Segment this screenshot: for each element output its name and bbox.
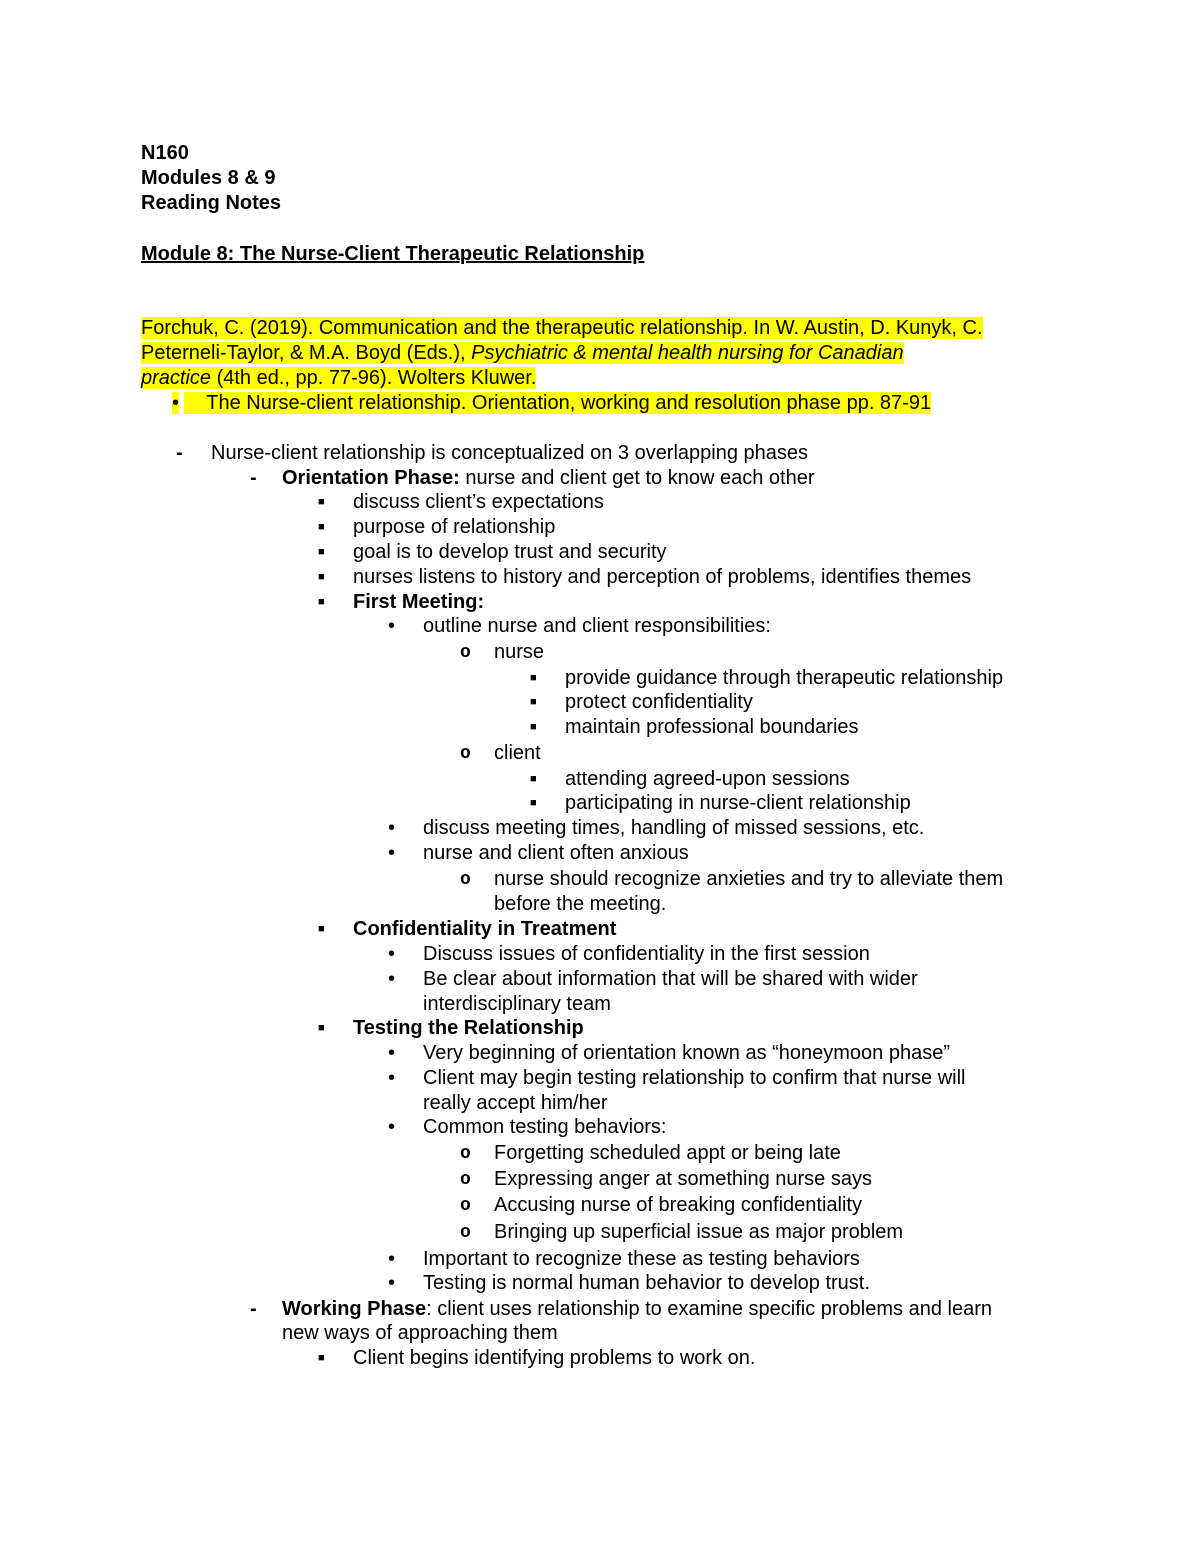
- list-item: Bringing up superficial issue as major problem: [494, 1221, 904, 1243]
- list-item: Client begins identifying problems to work on.: [353, 1347, 756, 1369]
- circle-bullet-icon: o: [460, 1196, 471, 1216]
- square-bullet-icon: ■: [318, 571, 325, 583]
- citation-line-1: [141, 316, 983, 341]
- square-bullet-icon: ■: [530, 672, 537, 684]
- citation-text: Forchuk, C. (2019). Communication and the therapeutic relationship. In W. Austin, D. Kunyk, C.: [141, 317, 983, 339]
- list-item: Common testing behaviors:: [423, 1116, 667, 1138]
- citation-authors: Peterneli-Taylor, & M.A. Boyd (Eds.),: [141, 342, 472, 364]
- working-desc: : client uses relationship to examine specific problems and learn: [426, 1298, 992, 1320]
- dot-bullet-icon: •: [388, 817, 396, 839]
- orientation-label: Orientation Phase:: [282, 467, 460, 489]
- dot-bullet-icon: •: [388, 1042, 396, 1064]
- circle-bullet-icon: o: [460, 1144, 471, 1164]
- circle-bullet-icon: o: [460, 870, 471, 890]
- list-item: protect confidentiality: [565, 691, 753, 713]
- list-item-continued: interdisciplinary team: [423, 993, 611, 1015]
- square-bullet-icon: ■: [530, 696, 537, 708]
- course-code: N160: [141, 142, 189, 164]
- list-item: nurse and client often anxious: [423, 842, 689, 864]
- modules-label: Modules 8 & 9: [141, 167, 276, 189]
- square-bullet-icon: ■: [318, 596, 325, 608]
- list-item: attending agreed-upon sessions: [565, 768, 850, 790]
- dash-bullet-icon: -: [250, 467, 257, 489]
- square-bullet-icon: ■: [318, 521, 325, 533]
- list-item: purpose of relationship: [353, 516, 556, 538]
- list-item: maintain professional boundaries: [565, 716, 859, 738]
- citation-book-title-end: practice: [141, 367, 212, 389]
- dash-bullet-icon: -: [176, 442, 183, 464]
- list-item: client: [494, 742, 541, 764]
- circle-bullet-icon: o: [460, 643, 471, 663]
- list-item: Discuss issues of confidentiality in the first session: [423, 943, 870, 965]
- list-item: Client may begin testing relationship to confirm that nurse will: [423, 1067, 966, 1089]
- module-title: Module 8: The Nurse-Client Therapeutic Relationship: [141, 243, 645, 265]
- citation-book-title: Psychiatric & mental health nursing for Canadian: [471, 342, 904, 364]
- square-bullet-icon: ■: [318, 1352, 325, 1364]
- square-bullet-icon: ■: [530, 721, 537, 733]
- orientation-phase: [282, 466, 814, 491]
- dot-bullet-icon: •: [388, 943, 396, 965]
- orientation-desc: nurse and client get to know each other: [459, 467, 815, 489]
- dot-bullet-icon: •: [388, 842, 396, 864]
- first-meeting-heading: First Meeting:: [353, 591, 485, 613]
- focus-bullet-icon: •: [172, 392, 180, 414]
- list-item: goal is to develop trust and security: [353, 541, 667, 563]
- list-item: nurse: [494, 641, 545, 663]
- list-item: Be clear about information that will be shared with wider: [423, 968, 918, 990]
- dot-bullet-icon: •: [388, 1272, 396, 1294]
- list-item: discuss meeting times, handling of missed sessions, etc.: [423, 817, 925, 839]
- working-phase: [282, 1297, 992, 1322]
- list-item: Forgetting scheduled appt or being late: [494, 1142, 841, 1164]
- list-item: Testing is normal human behavior to develop trust.: [423, 1272, 870, 1294]
- list-item-continued: really accept him/her: [423, 1092, 608, 1114]
- list-item: provide guidance through therapeutic relationship: [565, 667, 1004, 689]
- dot-bullet-icon: •: [388, 1067, 396, 1089]
- circle-bullet-icon: o: [460, 1170, 471, 1190]
- list-item: Very beginning of orientation known as “honeymoon phase”: [423, 1042, 951, 1064]
- focus-topic-text: The Nurse-client relationship. Orientation, working and resolution phase pp. 87-91: [206, 392, 932, 414]
- list-item: Important to recognize these as testing behaviors: [423, 1248, 860, 1270]
- square-bullet-icon: ■: [530, 797, 537, 809]
- citation-edition: (4th ed., pp. 77-96). Wolters Kluwer.: [211, 367, 537, 389]
- list-item: participating in nurse-client relationship: [565, 792, 911, 814]
- dot-bullet-icon: •: [388, 1248, 396, 1270]
- circle-bullet-icon: o: [460, 744, 471, 764]
- citation-line-2: [141, 341, 904, 366]
- document-type: Reading Notes: [141, 192, 282, 214]
- dot-bullet-icon: •: [388, 968, 396, 990]
- list-item: nurse should recognize anxieties and try to alleviate them: [494, 868, 1004, 890]
- list-item-continued: before the meeting.: [494, 893, 667, 915]
- square-bullet-icon: ■: [318, 546, 325, 558]
- list-item: discuss client’s expectations: [353, 491, 604, 513]
- citation-line-3: [141, 366, 536, 391]
- working-desc-continued: new ways of approaching them: [282, 1322, 558, 1344]
- focus-topic: [184, 391, 931, 416]
- list-item: Accusing nurse of breaking confidentiality: [494, 1194, 862, 1216]
- square-bullet-icon: ■: [318, 496, 325, 508]
- confidentiality-heading: Confidentiality in Treatment: [353, 918, 617, 940]
- intro-text: Nurse-client relationship is conceptualized on 3 overlapping phases: [211, 442, 809, 464]
- list-item: Expressing anger at something nurse says: [494, 1168, 872, 1190]
- dot-bullet-icon: •: [388, 615, 396, 637]
- working-label: Working Phase: [282, 1298, 427, 1320]
- square-bullet-icon: ■: [318, 1022, 325, 1034]
- list-item: nurses listens to history and perception of problems, identifies themes: [353, 566, 972, 588]
- dot-bullet-icon: •: [388, 1116, 396, 1138]
- square-bullet-icon: ■: [530, 773, 537, 785]
- dash-bullet-icon: -: [250, 1298, 257, 1320]
- testing-heading: Testing the Relationship: [353, 1017, 584, 1039]
- list-item: outline nurse and client responsibilities:: [423, 615, 771, 637]
- square-bullet-icon: ■: [318, 923, 325, 935]
- circle-bullet-icon: o: [460, 1223, 471, 1243]
